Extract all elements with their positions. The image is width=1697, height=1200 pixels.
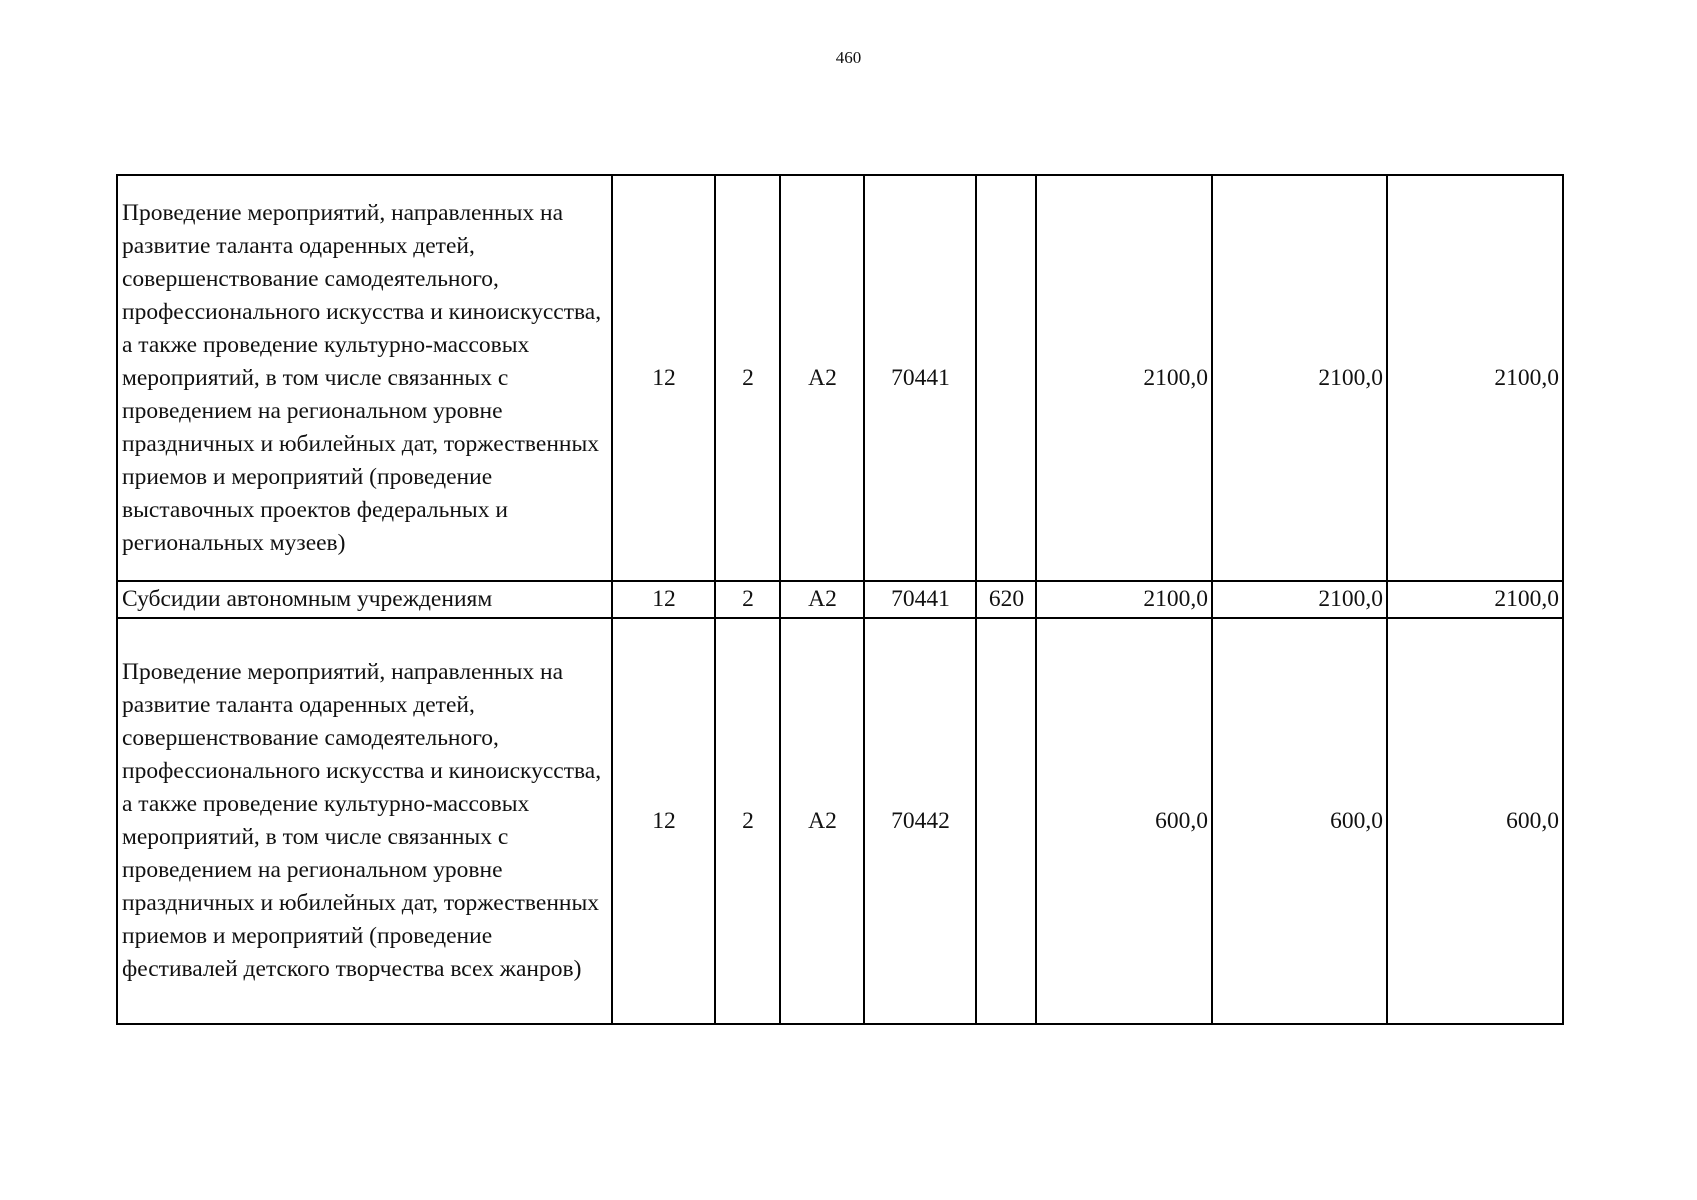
- target-article-code: 70441: [864, 581, 976, 618]
- table-row: [117, 175, 1563, 581]
- amount-year-3: 2100,0: [1387, 175, 1563, 581]
- budget-table: [116, 174, 1564, 1025]
- expense-type-code: 620: [976, 581, 1036, 618]
- subsection-code: 2: [715, 581, 780, 618]
- amount-year-2: 2100,0: [1212, 175, 1387, 581]
- expense-type-code: [976, 618, 1036, 1024]
- row-description: Проведение мероприятий, направленных на развитие таланта одаренных детей, совершенствование самодеятельного, профессионального искусства и киноискусства, а также проведение культурно-массовых мероприятий, в том числе связанных с проведением на региональном уровне праздничных и юбилейных дат, торжественных приемов и мероприятий (проведение выставочных проектов федеральных и региональных музеев): [117, 175, 612, 581]
- section-code: 12: [612, 618, 715, 1024]
- expense-type-code: [976, 175, 1036, 581]
- section-code: 12: [612, 581, 715, 618]
- row-description: Субсидии автономным учреждениям: [117, 581, 612, 618]
- amount-year-1: 2100,0: [1036, 175, 1212, 581]
- amount-year-1: 600,0: [1036, 618, 1212, 1024]
- amount-year-2: 2100,0: [1212, 581, 1387, 618]
- amount-year-3: 600,0: [1387, 618, 1563, 1024]
- row-description: Проведение мероприятий, направленных на развитие таланта одаренных детей, совершенствование самодеятельного, профессионального искусства и киноискусства, а также проведение культурно-массовых мероприятий, в том числе связанных с проведением на региональном уровне праздничных и юбилейных дат, торжественных приемов и мероприятий (проведение фестивалей детского творчества всех жанров): [117, 618, 612, 1024]
- target-article-code: 70442: [864, 618, 976, 1024]
- program-code: А2: [780, 618, 864, 1024]
- target-article-code: 70441: [864, 175, 976, 581]
- section-code: 12: [612, 175, 715, 581]
- amount-year-2: 600,0: [1212, 618, 1387, 1024]
- program-code: А2: [780, 581, 864, 618]
- amount-year-3: 2100,0: [1387, 581, 1563, 618]
- amount-year-1: 2100,0: [1036, 581, 1212, 618]
- page-number: 460: [835, 48, 862, 67]
- subsection-code: 2: [715, 175, 780, 581]
- program-code: А2: [780, 175, 864, 581]
- subsection-code: 2: [715, 618, 780, 1024]
- table-row: [117, 618, 1563, 1024]
- table-row: [117, 581, 1563, 618]
